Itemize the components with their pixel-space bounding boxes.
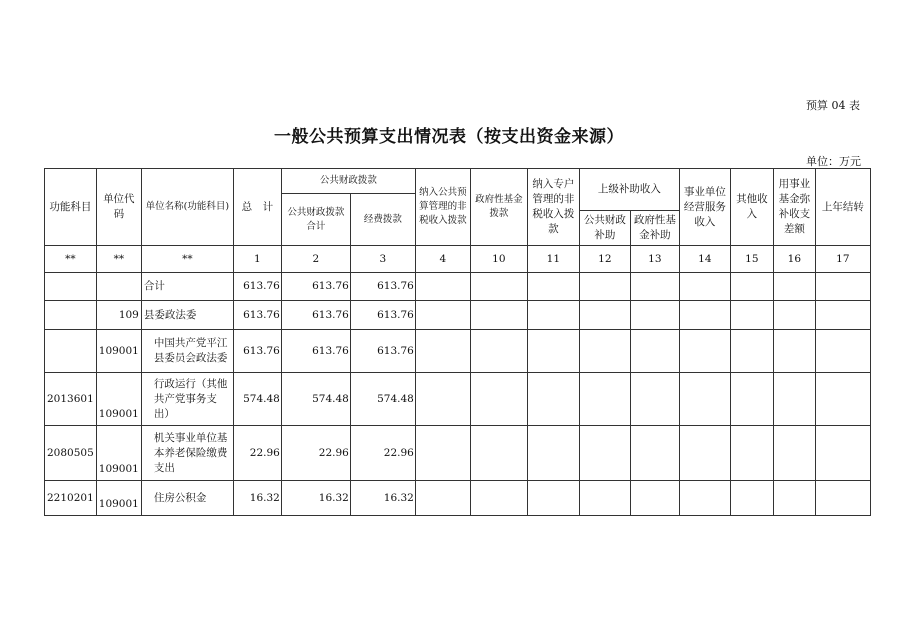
- index-cell: **: [141, 246, 233, 273]
- pf-subtotal-cell: 574.48: [281, 373, 350, 426]
- index-cell: **: [45, 246, 97, 273]
- unit-name-cell: 机关事业单位基本养老保险缴费支出: [141, 426, 233, 481]
- pf-subtotal-cell: 613.76: [281, 330, 350, 373]
- func-code-cell: 2210201: [45, 481, 97, 516]
- unit-name-cell: 住房公积金: [141, 481, 233, 516]
- expense-cell: 16.32: [350, 481, 415, 516]
- header-biz-income: 事业单位经营服务收入: [679, 169, 730, 246]
- func-code-cell: [45, 301, 97, 330]
- pf-subtotal-cell: 613.76: [281, 273, 350, 301]
- unit-code-cell: 109001: [96, 330, 141, 373]
- func-code-cell: [45, 273, 97, 301]
- index-cell: 10: [470, 246, 527, 273]
- header-func-subject: 功能科目: [45, 169, 97, 246]
- header-unit-name: 单位名称(功能科目): [141, 169, 233, 246]
- index-cell: 16: [773, 246, 815, 273]
- header-nontax: 纳入公共预算管理的非税收入拨款: [415, 169, 470, 246]
- page-title: 一般公共预算支出情况表（按支出资金来源）: [274, 127, 624, 147]
- index-cell: 1: [233, 246, 281, 273]
- table-row: [45, 481, 871, 516]
- table-row: [45, 373, 871, 426]
- pf-subtotal-cell: 22.96: [281, 426, 350, 481]
- header-total: 总 计: [233, 169, 281, 246]
- expense-cell: 613.76: [350, 273, 415, 301]
- pf-subtotal-cell: 613.76: [281, 301, 350, 330]
- header-public-finance: 公共财政拨款: [281, 169, 415, 194]
- index-cell: 14: [679, 246, 730, 273]
- index-cell: 4: [415, 246, 470, 273]
- unit-label: 单位：万元: [806, 155, 861, 168]
- func-code-cell: 2013601: [45, 373, 97, 426]
- total-cell: 16.32: [233, 481, 281, 516]
- index-cell: 13: [630, 246, 679, 273]
- header-unit-code: 单位代码: [96, 169, 141, 246]
- index-cell: 2: [281, 246, 350, 273]
- expense-cell: 574.48: [350, 373, 415, 426]
- header-gov-fund: 政府性基金拨款: [470, 169, 527, 246]
- total-cell: 574.48: [233, 373, 281, 426]
- unit-name-cell: 行政运行（其他共产党事务支出）: [141, 373, 233, 426]
- doc-code: 预算 04 表: [806, 99, 860, 112]
- expense-cell: 22.96: [350, 426, 415, 481]
- header-sup-gov: 政府性基金补助: [630, 211, 679, 246]
- unit-name-cell: 县委政法委: [141, 301, 233, 330]
- unit-name-cell: 中国共产党平江县委员会政法委: [141, 330, 233, 373]
- header-expense: 经费拨款: [350, 194, 415, 246]
- expense-cell: 613.76: [350, 330, 415, 373]
- index-cell: **: [96, 246, 141, 273]
- table-row: [45, 330, 871, 373]
- header-sup-pf: 公共财政补助: [579, 211, 630, 246]
- index-cell: 17: [815, 246, 870, 273]
- header-other: 其他收入: [730, 169, 773, 246]
- index-cell: 11: [527, 246, 579, 273]
- expense-cell: 613.76: [350, 301, 415, 330]
- unit-code-cell: 109001: [96, 373, 141, 426]
- index-row: [45, 246, 871, 273]
- func-code-cell: 2080505: [45, 426, 97, 481]
- index-cell: 3: [350, 246, 415, 273]
- total-cell: 613.76: [233, 273, 281, 301]
- index-cell: 15: [730, 246, 773, 273]
- header-pf-subtotal: 公共财政拨款合计: [281, 194, 350, 246]
- header-special-nontax: 纳入专户管理的非税收入拨款: [527, 169, 579, 246]
- func-code-cell: [45, 330, 97, 373]
- total-cell: 22.96: [233, 426, 281, 481]
- unit-code-cell: 109001: [96, 426, 141, 481]
- budget-table: [44, 168, 871, 516]
- total-cell: 613.76: [233, 301, 281, 330]
- table-row: [45, 301, 871, 330]
- unit-code-cell: 109: [96, 301, 141, 330]
- header-superior: 上级补助收入: [579, 169, 679, 211]
- unit-name-cell: 合计: [141, 273, 233, 301]
- unit-code-cell: 109001: [96, 481, 141, 516]
- pf-subtotal-cell: 16.32: [281, 481, 350, 516]
- header-carryover: 上年结转: [815, 169, 870, 246]
- index-cell: 12: [579, 246, 630, 273]
- total-cell: 613.76: [233, 330, 281, 373]
- unit-code-cell: [96, 273, 141, 301]
- table-row: [45, 426, 871, 481]
- table-row: [45, 273, 871, 301]
- header-fund-offset: 用事业基金弥补收支差额: [773, 169, 815, 246]
